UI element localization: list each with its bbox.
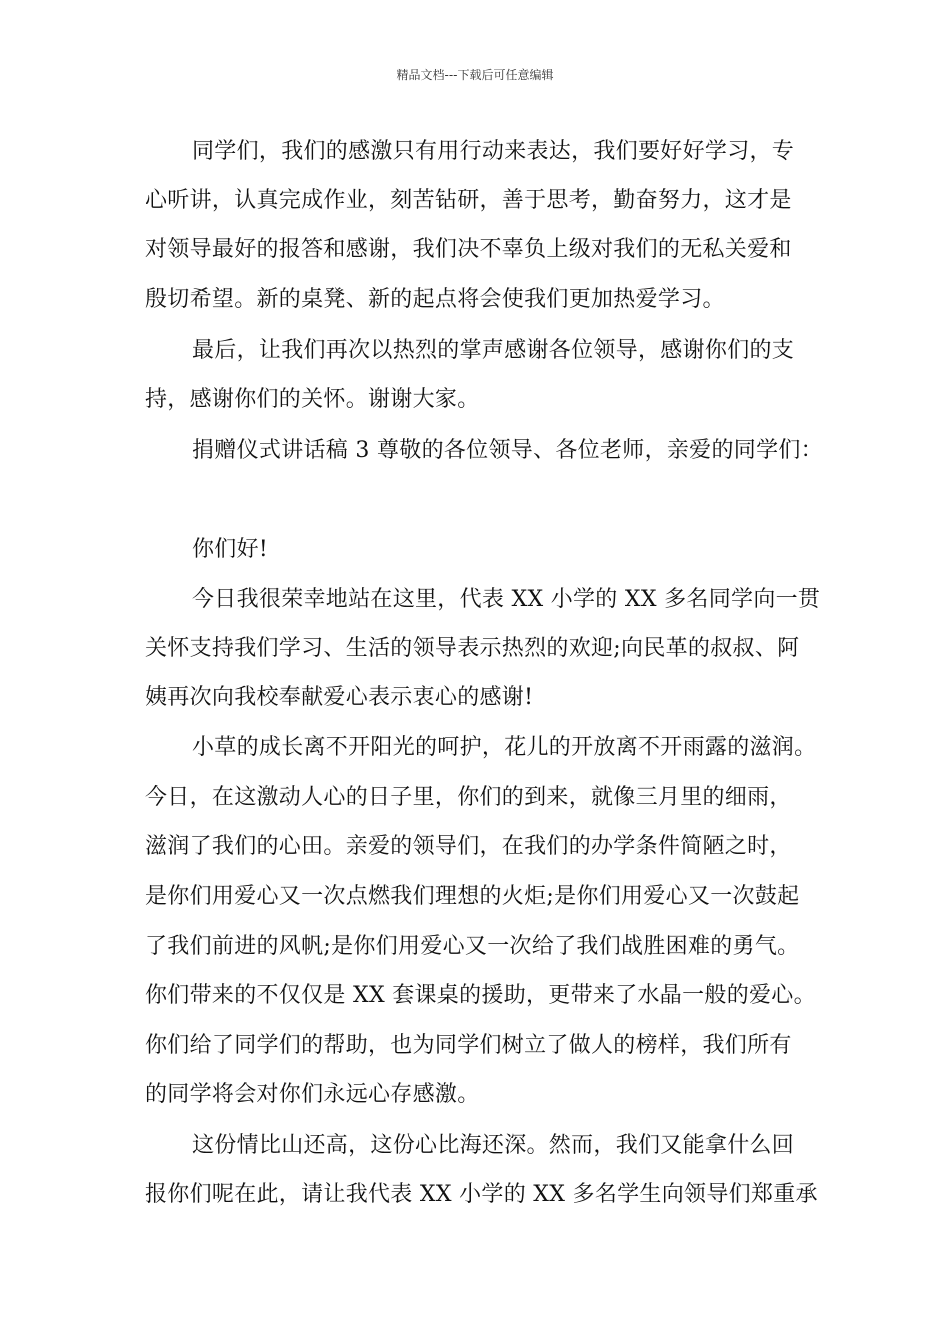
text-line: 最后，让我们再次以热烈的掌声感谢各位领导，感谢你们的支 [192, 338, 795, 363]
text-line: 报你们呢在此，请让我代表 XX 小学的 XX 多名学生向领导们郑重承 [145, 1182, 818, 1207]
text-line: 心听讲，认真完成作业，刻苦钻研，善于思考，勤奋努力，这才是 [145, 188, 792, 213]
text-line: 的同学将会对你们永远心存感激。 [145, 1082, 480, 1107]
text-line: 你们带来的不仅仅是 XX 套课桌的援助，更带来了水晶一般的爱心。 [145, 983, 816, 1008]
text-line: 姨再次向我校奉献爱心表示衷心的感谢! [145, 685, 534, 710]
text-line: 了我们前进的风帆;是你们用爱心又一次给了我们战胜困难的勇气。 [145, 934, 800, 959]
text-line: 殷切希望。新的桌凳、新的起点将会使我们更加热爱学习。 [145, 287, 725, 312]
text-line: 今日我很荣幸地站在这里，代表 XX 小学的 XX 多名同学向一贯 [192, 587, 821, 612]
text-line: 捐赠仪式讲话稿 3 尊敬的各位领导、各位老师，亲爱的同学们： [192, 438, 823, 463]
text-line: 持，感谢你们的关怀。谢谢大家。 [145, 387, 480, 412]
page-header: 精品文档---下载后可任意编辑 [396, 68, 554, 82]
text-line: 你们给了同学们的帮助，也为同学们树立了做人的榜样，我们所有 [145, 1033, 792, 1058]
text-line: 今日，在这激动人心的日子里，你们的到来，就像三月里的细雨， [145, 785, 792, 810]
text-line: 关怀支持我们学习、生活的领导表示热烈的欢迎;向民革的叔叔、阿 [145, 636, 800, 661]
text-line: 对领导最好的报答和感谢，我们决不辜负上级对我们的无私关爱和 [145, 237, 792, 262]
text-line: 你们好! [192, 537, 269, 562]
text-line: 滋润了我们的心田。亲爱的领导们，在我们的办学条件简陋之时， [145, 834, 792, 859]
text-line: 同学们，我们的感激只有用行动来表达，我们要好好学习，专 [192, 139, 795, 164]
text-line: 小草的成长离不开阳光的呵护，花儿的开放离不开雨露的滋润。 [192, 735, 817, 760]
text-line: 这份情比山还高，这份心比海还深。然而，我们又能拿什么回 [192, 1133, 795, 1158]
text-line: 是你们用爱心又一次点燃我们理想的火炬;是你们用爱心又一次鼓起 [145, 884, 800, 909]
